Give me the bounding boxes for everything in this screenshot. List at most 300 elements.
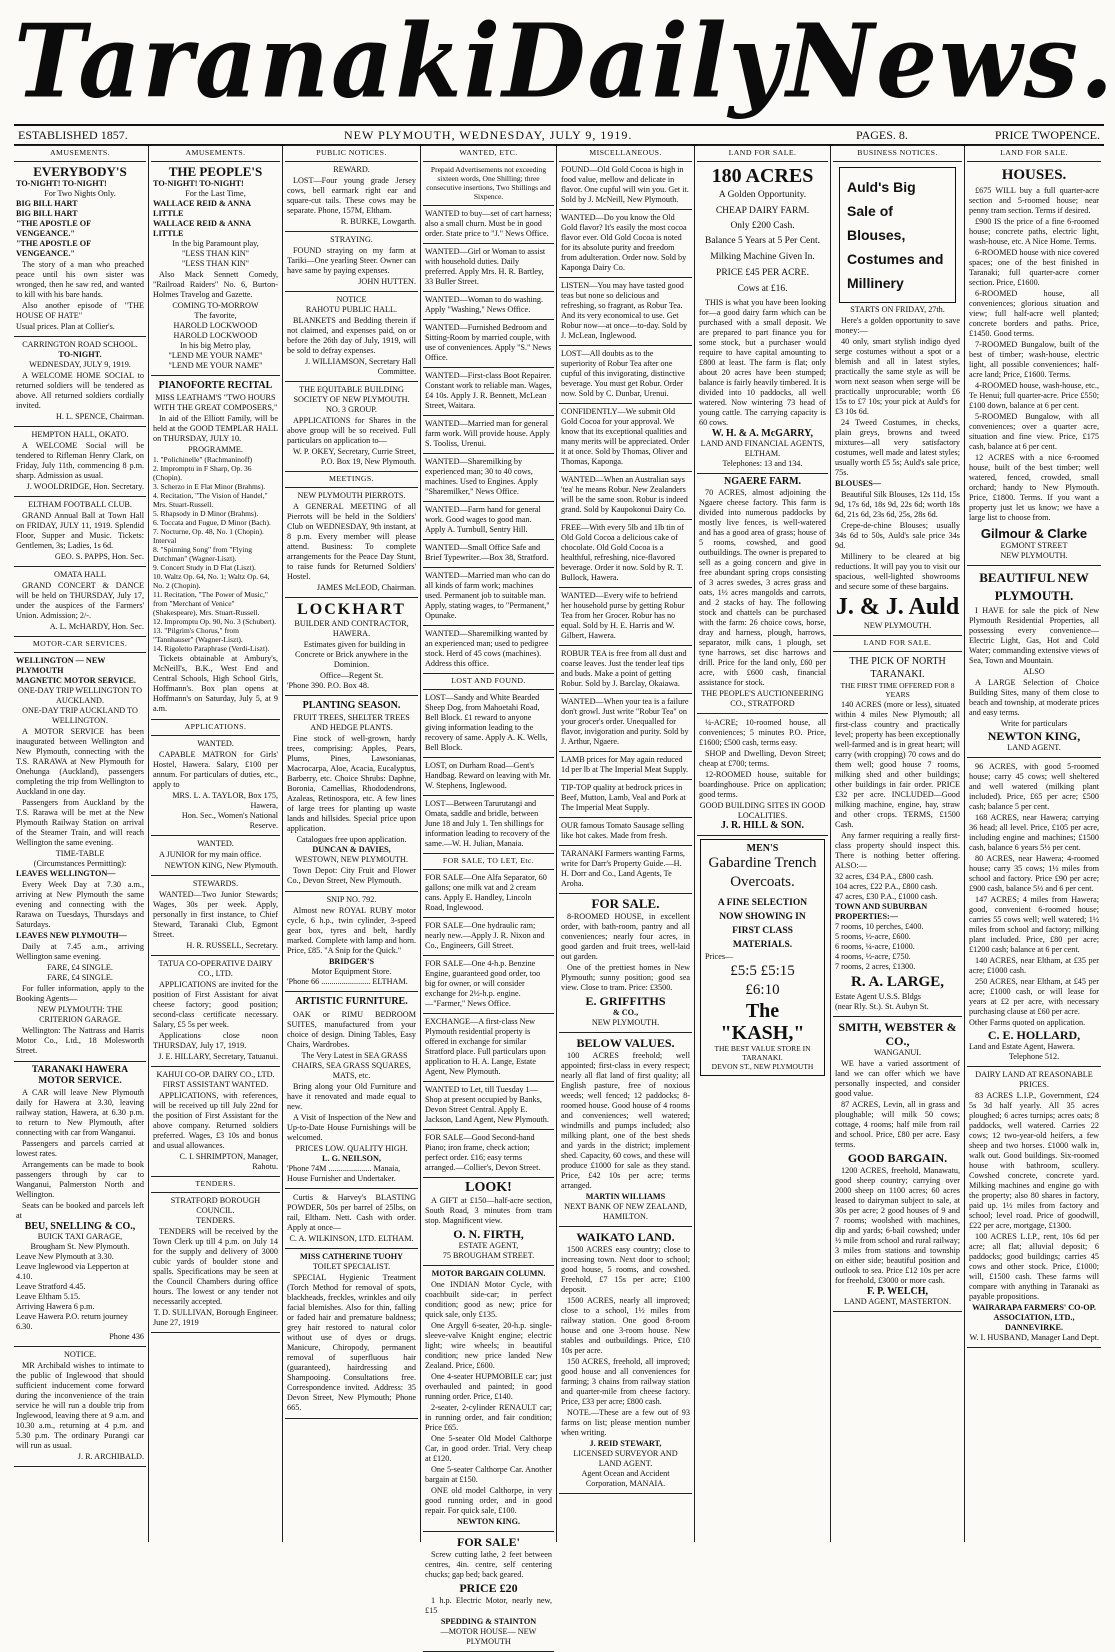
column-rule (148, 146, 149, 1542)
ad-title: WANTED. (197, 739, 234, 748)
house-item: 6-ROOMED house with nice covered spaces; one of the best finished in Taranaki; full quarter-acre corner section. Price, £1600. (969, 248, 1099, 287)
ad-line: LEAVES NEW PLYMOUTH— (16, 931, 127, 940)
classified-ad: WANTED—Married man who can do all kinds of farm work; machines used. Permanent job to suitable man. Apply, stating wages, to "Permanent," Opunake. (423, 568, 554, 626)
ad-body: 24 Tweed Costumes, in checks, plain greys, browns and tweed mixtures—all very satisfactory costumes, well made and latest styles; usually worth £5 5s; Auld's sale price, 75s. (835, 418, 960, 477)
ad-hollard (967, 758, 1101, 1067)
ad-line: BUILDER AND CONTRACTOR, HAWERA. (294, 619, 409, 638)
ad-stratford-tenders (151, 1193, 280, 1333)
ad-signature: A. L. McHARDY, Hon. Sec. (49, 622, 144, 631)
ad-signature: J. WOOLDRIDGE, Hon. Secretary. (26, 482, 144, 491)
ad-line: WALLACE REID & ANNA LITTLE (153, 199, 251, 218)
classified-ad: WANTED—Woman to do washing. Apply "Washing," News Office. (423, 292, 554, 320)
ad-body: A CAR will leave New Plymouth daily for Hawera at 3.30, leaving railway station, Hawera, at 6.30 p.m. to return to New Plymouth, after connecting with car from Wanganui. (16, 1088, 144, 1137)
ad-line: R. A. LARGE, (851, 974, 944, 990)
ad-body: Wellington: The Nattrass and Harris Motor Co., Ltd., 18 Molesworth Street. (16, 1026, 144, 1055)
ad-line: For Two Nights Only. (44, 189, 116, 198)
house-item: 12 ACRES with a nice 6-roomed house, built of the best timber; well watered, fenced, crowded, small orchard; handy to New Plymouth. Price, £1800. Terms. If you want a property just let us know; we have a large list to choose from. (969, 453, 1099, 522)
ad-line: BIG BILL HART (16, 199, 78, 208)
classified-ad: WANTED—Small Office Safe and Brief Typewriter.—Box 38, Stratford. (423, 540, 554, 568)
ad-body: Millinery to be cleared at big reductions. It will pay you to visit our spacious, well-lighted showrooms and secure some of these bargains. (835, 552, 960, 591)
ad-line: LEAVES WELLINGTON— (16, 869, 116, 878)
farm-item: 250 ACRES, near Eltham, at £45 per acre; £1000 cash, or will lease for years at £2 per acre, with necessary purchasing clause at £60 per acre. (969, 977, 1099, 1016)
ad-title: PIANOFORTE RECITAL (158, 380, 273, 391)
ad-matron (151, 736, 280, 836)
bargain-item: ONE old model Calthorpe, in very good running order, and in good repair. For quick sale, £100. (425, 1486, 552, 1515)
section-heading: PUBLIC NOTICES. (285, 145, 418, 162)
ad-body: Also Mack Sennett Comedy, "Railroad Raiders" No. 6, Burton-Holmes Travelog and Gazette. (153, 270, 278, 299)
ad-line: "LESS THAN KIN" (181, 259, 250, 268)
ad-line: WELLINGTON — NEW PLYMOUTH (16, 656, 106, 675)
ad-signature: NEWTON KING, New Plymouth. (164, 861, 278, 870)
ad-title: BELOW VALUES. (576, 1036, 675, 1050)
prepaid-note: Prepaid Advertisements not exceeding sixteen words, One Shilling; three consecutive insertions, Two Shillings and Sixpence. (423, 162, 554, 206)
property-item: 5 rooms, ½-acre, £600. (835, 932, 911, 941)
ad-line: MEN'S (746, 843, 779, 854)
ad-body: 83 ACRES L.I.P., Government, £24 5s 3d half yearly. All 35 acres ploughed; 6 acres turnips; acres oats; 8 paddocks, well watered. Carries 22 cows; 12 two-year-old heifers, a few sheep and two horses. £1000 walk in, walk out. Good buildings. Six-roomed house with bathroom, scullery. Cowshed concrete, concrete yard. Milking machines and engine go with the property; also 80 shares in factory, paid up. 1½ miles from factory and school; level road. Price of goodwill, £22 per acre, mortgage, £1300. (969, 1091, 1099, 1230)
ad-signature: J. R. ARCHIBALD. (77, 1452, 144, 1461)
ad-body: 12-ROOMED house, suitable for boardinghouse. Price on application; good terms. (699, 770, 826, 799)
column-rule (556, 146, 557, 1542)
ad-line: & CO., (612, 1008, 639, 1017)
ad-line: NEW PLYMOUTH. (1000, 551, 1068, 560)
ad-signature: Hon. Sec., Women's National Reserve. (181, 811, 278, 830)
ad-line: J. REID STEWART, (589, 1439, 662, 1448)
ad-body: Tickets obtainable at Ambury's, McNeill's, B.K., West End and Central Schools, High School Girls, Hoffmann's. Box plan opens at Hoffmann's on Saturday, July 5, at 9 a.m. (153, 654, 278, 713)
ad-archibald (14, 1347, 146, 1467)
ad-signature: J. WILLIAMSON, Secretary Hall Committee. (304, 357, 416, 376)
motor-bargain-list (425, 1280, 552, 1516)
ad-line: Prices— (705, 952, 734, 961)
ad-line: HAROLD LOCKWOOD (173, 321, 258, 330)
ad-beautiful-np (967, 566, 1101, 758)
programme-item: 14. Rigoletto Paraphrase (Verdi-Liszt). (153, 644, 270, 653)
ad-body: Screw cutting lathe, 2 feet between centres, 4in. centre, self centering chucks; gap bed; back geared. (425, 1550, 552, 1579)
ad-body: LOST—Four young grade Jersey cows, bell earmark right ear and square-cut tails. These cows may be separate. Phone, 157M, Eltham. (287, 176, 416, 215)
ad-body: Bring along your Old Furniture and have it renovated and made equal to new. (287, 1082, 416, 1111)
bargain-item: One Argyll 6-seater, 20-h.p. single-sleeve-valve Knight engine; electric light; wire wheels; in beautiful condition; new price landed New Zealand. Price, £600. (425, 1321, 552, 1370)
ad-line: TIME-TABLE (55, 849, 105, 858)
ad-line: LICENSED SURVEYOR AND LAND AGENT. (573, 1449, 678, 1468)
classified-ad: TIP-TOP quality at bedrock prices in Beef, Mutton, Lamb, Veal and Pork at The Imperial Meat Supply. (559, 780, 692, 818)
ad-line: E. GRIFFITHS (585, 994, 666, 1008)
ad-title: ELTHAM FOOTBALL CLUB. (28, 500, 132, 509)
ad-line: Milking Machine Given In. (710, 252, 815, 262)
classified-ad: FOR SALE—One Alfa Separator, 60 gallons; one milk vat and 2 cream cans. Apply E. Handley, Lincoln Road, Inglewood. (423, 870, 554, 918)
ad-title: NOTICE (336, 295, 367, 304)
ad-line: PRICE £45 PER ACRE. (716, 268, 809, 278)
ad-omata (14, 567, 146, 637)
classified-ad: TARANAKI Farmers wanting Farms, write for Darr's Property Guide.—H. H. Dorr and Co., Land Agents, Te Aroha. (559, 846, 692, 894)
ad-title: STRATFORD BOROUGH COUNCIL. (170, 1196, 261, 1215)
ad-line: TO-NIGHT! TO-NIGHT! (153, 179, 244, 188)
ad-line: BEU, SNELLING & CO., (24, 1221, 136, 1232)
ad-line: MISS LEATHAM'S "TWO HOURS WITH THE GREAT COMPOSERS," (153, 393, 278, 412)
masthead-word-3: News. (786, 2, 1115, 121)
bargain-item: One 5-seater Calthorpe Car. Another bargain at £150. (425, 1465, 552, 1484)
classified-ad: WANTED—Sharemilking wanted by an experienced man; used to pedigree stock. Herd of 45 cows (machines). Address this office. (423, 626, 554, 674)
ad-line: (near Rly. St.). St. Aubyn St. (835, 1002, 929, 1011)
ad-line: Usual prices. Plan at Collier's. (16, 322, 115, 331)
ad-line: RAHOTU PUBLIC HALL. (305, 305, 398, 314)
ad-line: TENDERS. (196, 1216, 235, 1225)
ad-signature: C. A. WILKINSON, LTD. ELTHAM. (289, 1234, 414, 1243)
ad-kash (700, 839, 825, 1076)
wanted-list (423, 206, 554, 674)
ad-line: L. G. NEILSON, (322, 1154, 381, 1163)
classified-ad: WANTED—Married man for general farm work. Will provide house. Apply S. Tooliss, Urenui. (423, 416, 554, 454)
bargain-item: One INDIAN Motor Cycle, with coachbuilt side-car; in perfect condition; good as new; price for quick sale, only £135. (425, 1280, 552, 1319)
classified-ad: WANTED—Girl or Woman to assist with household duties. Daily preferred. Apply Mrs. H. R. Bartley, 33 Buller Street. (423, 244, 554, 292)
ad-body: FOUND straying on my farm at Tariki—One yearling Steer. Owner can have same by paying expenses. (287, 246, 416, 275)
ad-lockhart (285, 598, 418, 696)
farms-list (969, 762, 1099, 1017)
ad-body: A GENERAL MEETING of all Pierrots will be held in the Soldiers' Club on WEDNESDAY, 9th instant, at 8 p.m. Every member will please attend. Business: To complete arrangements for the Peace Day Stunt, to raise funds for Returned Soldiers' Hostel. (287, 502, 416, 581)
ad-lathe (423, 1532, 554, 1652)
ad-title: EVERYBODY'S (33, 164, 127, 179)
ad-line: BUICK TAXI GARAGE, (37, 1232, 123, 1241)
ad-line: Motor Equipment Store. (311, 967, 392, 976)
ad-body: A LARGE Selection of Choice Building Sites, many of them close to beach and township, at moderate prices and easy terms. (969, 678, 1099, 717)
programme-item: 1. "Polichinelle" (Rachmaninoff) (153, 455, 253, 464)
ad-body: For fuller information, apply to the Booking Agents— (16, 984, 144, 1003)
ad-line: TO-NIGHT! TO-NIGHT! (16, 179, 107, 188)
classified-ad: FREE—With every 5lb and 1lb tin of Old Gold Cocoa a delicious cake of chocolate. Old Gold Cocoa is a healthful, refreshing, nice-flavored beverage. Order it now. Sold by R. T. Bullock, Hawera. (559, 520, 692, 588)
dateline (14, 124, 1104, 146)
ad-title: SMITH, WEBSTER & CO., (838, 1020, 957, 1048)
ad-line: DUNCAN & DAVIES, (312, 845, 391, 854)
ad-body: I HAVE for sale the pick of New Plymouth Residential Properties, all possessing every convenience—Electric Light, Gas, Hot and Cold Water; commanding extensive views of Sea, Town and Mountain. (969, 606, 1099, 665)
ad-tuohy (285, 1249, 418, 1419)
ad-body: A GIFT at £150—half-acre section, South Road, 3 minutes from tram stop. Magnificent view. (425, 1196, 552, 1225)
ad-line: £5:5 £5:15 (730, 963, 795, 979)
column-7 (833, 146, 962, 1542)
programme-item: 2. Impromptu in F Sharp, Op. 36 (Chopin). (153, 464, 252, 482)
column-rule (282, 146, 283, 1542)
ad-line: NEW PLYMOUTH: THE CRITERION GARAGE. (37, 1005, 123, 1024)
ad-line: 'Phone 66 ........................ ELTHAM. (287, 977, 408, 986)
farm-item: 96 ACRES, with good 5-roomed house; carry 45 cows; well sheltered and well watered (milking plant included). Price, £65 per acre; £500 cash; balance 5 per cent. (969, 762, 1099, 811)
ad-line: WAIRARAPA FARMERS' CO-OP. ASSOCIATION, LTD., DANNEVIRKE. (972, 1303, 1096, 1332)
ad-line: June 27, 1919 (153, 1318, 199, 1327)
ad-body: Curtis & Harvey's BLASTING POWDER, 50s per barrel of 25lbs, on rail, Eltham. Nett. Cash with order. Apply at once— (287, 1193, 416, 1232)
classified-ad: LOST—Sandy and White Bearded Sheep Dog, from Mahoetahi Road, Bell Block. £1 reward to anyone giving information leading to the recovery of same. Apply A. K. Wells, Bell Block. (423, 690, 554, 758)
ad-title: KAHUI CO-OP. DAIRY CO., LTD. (156, 1070, 275, 1079)
classified-ad: LOST—All doubts as to the superiority of Robur Tea after one cupful of this invigorating, distinctive beverage. You must get Robur. Order now. Sold by C. Dunbar, Urenui. (559, 346, 692, 404)
ad-title: REWARD. (333, 165, 370, 174)
ad-title: THE PICK OF NORTH TARANAKI. (849, 656, 946, 680)
ad-body: Beautiful Silk Blouses, 12s 11d, 15s 9d, 17s 6d, 18s 9d, 22s 6d; worth 18s 6d, 21s 6d, 23s 6d, 25s, 28s 6d. (835, 490, 960, 519)
ad-signature: J. E. HILLARY, Secretary, Tatuanui. (158, 1052, 278, 1061)
section-heading: MEETINGS. (285, 471, 418, 488)
miscellaneous-list (559, 162, 692, 894)
ad-body: The Very Latest in SEA GRASS CHAIRS, SEA GRASS SQUARES, MATS, etc. (292, 1051, 411, 1080)
ad-title: MOTOR BARGAIN COLUMN. (431, 1269, 546, 1278)
ad-title: WAIKATO LAND. (576, 1230, 675, 1244)
bargain-item: One 4-seater HUPMOBILE car; just overhauled and painted; in good running order. Price, £140. (425, 1372, 552, 1401)
ad-line: "THE APOSTLE OF VENGEANCE." (16, 219, 91, 238)
ad-body: A WELCOME HOME SOCIAL to returned soldiers will be tendered as above. All returned soldiers cordially invited. (16, 371, 144, 410)
established-text: ESTABLISHED 1857. (18, 128, 128, 142)
ad-line: A FINE SELECTION NOW SHOWING IN FIRST CLASS MATERIALS. (717, 898, 808, 950)
classified-ad: LOST—Between Tarurutangi and Omata, saddle and bridle, between June 18 and July 1. Ten shillings for information leading to recovery of the same.—W. H. Julian, Manaia. (423, 796, 554, 854)
ad-line: NEW PLYMOUTH. (591, 1018, 660, 1027)
ad-equitable (285, 382, 418, 472)
ad-houses (967, 162, 1101, 566)
classified-ad: WANTED—Sharemilking by experienced man; 30 to 40 cows, machines. Used to Engines. Apply "Sharemilker," News Office. (423, 454, 554, 502)
ad-body: Town Depot: City Fruit and Flower Co., Devon Street, New Plymouth. (287, 866, 416, 885)
house-item: 6-ROOMED house, all conveniences; glorious situation and view; full half-acre well planted; concrete borders and paths. Price, £1450. Good terms. (969, 289, 1099, 338)
ad-body: WE have a varied assortment of land we can offer which we have personally inspected, and consider good value. (835, 1059, 960, 1098)
ad-line: TOILET SPECIALIST. (312, 1262, 391, 1271)
ad-line: In the big Paramount play, (172, 239, 259, 248)
column-8 (967, 146, 1101, 1542)
price-text: PRICE TWOPENCE. (994, 128, 1100, 142)
ad-carrington (14, 337, 146, 427)
ad-body: Crepe-de-chine Blouses; usually 34s 6d to 50s, Auld's sale price 34s 9d. (835, 521, 960, 550)
ad-eltham-football (14, 497, 146, 567)
ad-line: Other Farms quoted on application. (969, 1018, 1086, 1027)
section-heading: FOR SALE, TO LET, Etc. (423, 853, 554, 870)
classified-ad: WANTED to buy—set of cart harness; also a small churn. Must be in good order. State price to "J." News Office. (423, 206, 554, 244)
ad-title: NGAERE FARM. (723, 476, 802, 487)
ad-body: GRAND Annual Ball at Town Hall on FRIDAY, JULY 11, 1919. Splendid Floor, Supper and Music. Tickets: Gentlemen, 3s; Ladies, 1s 6d. (16, 511, 144, 550)
classified-ad: CONFIDENTLY—We submit Old Gold Cocoa for your approval. We know that its exceptional qualities and many merits will be appreciated. Order it at once. Sold by Thomas, Oliver and Thomas, Kaponga. (559, 404, 692, 472)
property-item: 104 acres, £22 P.A., £800 cash. (835, 882, 938, 891)
ad-line: —MOTOR HOUSE— NEW PLYMOUTH (440, 1627, 537, 1646)
ad-line: MAGNETIC MOTOR SERVICE. (16, 676, 136, 685)
ad-title: MISS CATHERINE TUOHY (300, 1252, 403, 1261)
ad-title: LOCKHART (297, 601, 406, 618)
ad-title: PLANTING SEASON. (302, 700, 401, 711)
programme-item: 3. Scherzo in E Flat Minor (Brahms). (153, 482, 266, 491)
ad-kahui (151, 1067, 280, 1177)
pages-text: PAGES. 8. (856, 128, 908, 142)
houses-list (969, 186, 1099, 523)
ad-everybodys (14, 162, 146, 337)
ad-title: TARANAKI HAWERA MOTOR SERVICE. (31, 1065, 129, 1086)
ad-auld-sale (833, 162, 962, 636)
ad-line: LAND AGENT, MASTERTON. (843, 1297, 951, 1306)
ad-pianoforte (151, 376, 280, 720)
ad-signature: R. BURKE, Lowgarth. (340, 217, 416, 226)
ad-line: FRUIT TREES, SHELTER TREES AND HEDGE PLANTS. (293, 713, 410, 732)
farm-item: 80 ACRES, near Hawera; 4-roomed house; carry 35 cows; 1½ miles from school and factory. Price £90 per acre; £900 cash, balance 5½ and 6 per cent. (969, 854, 1099, 893)
ad-body: In aid of the Elliott Family, will be held at the GOOD TEMPLAR HALL on THURSDAY, JULY 10. (153, 414, 278, 443)
ad-title: LOOK! (465, 1180, 512, 1195)
ad-line: 'Phone 74M ..................... Manaia, House Furnisher and Undertaker. (287, 1164, 401, 1183)
ad-griffiths (559, 894, 692, 1033)
ad-line: Office—Regent St. (319, 671, 384, 680)
ad-body: Passengers and parcels carried at lowest rates. (16, 1139, 144, 1158)
ad-line: Arriving Hawera 6 p.m. (16, 1302, 95, 1311)
ad-body: 1500 ACRES easy country; close to increasing town. Next door to school; good house, 5 rooms, and cowshed. Freehold, £7 15s per acre; £100 deposit. (561, 1245, 690, 1294)
ad-artistic-furniture (285, 992, 418, 1189)
classified-ad: WANTED—Every wife to befriend her household purse by getting Robur Tea from her Grocer. Robur has no equal. Sold by H. E. Harris and W. Gilbert, Hawera. (559, 588, 692, 646)
ad-title: HEMPTON HALL, OKATO. (31, 430, 129, 439)
ad-title: BEAUTIFUL NEW PLYMOUTH. (979, 570, 1089, 603)
classified-ad: FOR SALE—One 4-h.p. Benzine Engine, guaranteed good order, too big for owner, or will consider exchange for 2½-h.p. engine.—"Farmer," News Office. (423, 956, 554, 1014)
ad-body: Applications close noon THURSDAY, July 17, 1919. (153, 1031, 278, 1050)
ad-line: £6:10 (745, 982, 780, 998)
ad-line: FARE, £4 SINGLE. (47, 973, 113, 982)
ad-body: THIS is what you have been looking for—a good dairy farm which can be purchased with a small deposit. We are prepared to part finance you for some stock, but a purchaser would require to have capital amounting to £800 at least. The farm is flat; only about 20 acres have been stumped; balance is fairly heavily timbered. It is divided into 10 paddocks, all well watered. Now wintering 73 head of young cattle. The carrying capacity is 60 cows. (699, 298, 826, 427)
ad-line: BIG BILL HART (16, 209, 78, 218)
ad-body: Also another episode of "THE HOUSE OF HATE" (16, 301, 144, 320)
ad-line: Only £200 Cash. (730, 221, 795, 231)
column-rule (964, 146, 965, 1542)
ad-title: NEW PLYMOUTH PIERROTS. (297, 491, 406, 500)
ad-line: Telephone 512. (1008, 1052, 1060, 1061)
classified-ad: ROBUR TEA is free from all dust and coarse leaves. Just the tender leaf tips and buds. Make a point of getting Robur. Sold by J. Barclay, Okaiawa. (559, 646, 692, 694)
ad-line: ALSO (1023, 667, 1045, 676)
ad-body: A JUNIOR for my main office. (159, 850, 262, 859)
ad-line: DEVON ST., NEW PLYMOUTH (711, 1062, 814, 1071)
ad-line: TO-NIGHT. (58, 350, 102, 359)
ad-body: SHOP and Dwelling, Devon Street; cheap at £700; terms. (699, 749, 826, 768)
masthead-word-1: Taranaki (14, 2, 503, 121)
ad-line: EGMONT STREET (1000, 541, 1068, 550)
ad-title: 180 ACRES (711, 165, 814, 187)
section-heading: TENDERS. (151, 1176, 280, 1193)
column-rule (830, 146, 831, 1542)
ad-tatua (151, 956, 280, 1067)
ad-line: Leave Eltham 5.15. (16, 1292, 81, 1301)
ad-body: 150 ACRES, freehold, all improved; good house and all conveniences for farming; 3 chains from railway station and quarter-mile from cheese factory. Price, £33 per acre; £800 cash. (561, 1357, 690, 1406)
town-property-list (835, 922, 960, 972)
ad-line: LAND AGENT. (1007, 743, 1061, 752)
ad-line: FARE, £4 SINGLE. (47, 963, 113, 972)
classified-ad: EXCHANGE—A first-class New Plymouth residential property is offered in exchange for similar Stratford place. Full particulars upon application to H. A. Lange, Estate Agent, New Plymouth. (423, 1014, 554, 1082)
ad-title: FOR SALE. (591, 896, 660, 911)
ad-line: Leave New Plymouth at 3.30. (16, 1252, 114, 1261)
ad-line: HAROLD LOCKWOOD (173, 331, 258, 340)
masthead (14, 2, 1115, 121)
place-date-text: NEW PLYMOUTH, WEDNESDAY, JULY 9, 1919. (344, 128, 633, 142)
programme-item: 4. Recitation, "The Vision of Handel," Mrs. Stuart-Russell. (153, 491, 268, 509)
ad-body: APPLICATIONS, with references, will be received up till July 22nd for the position of First Assistant for the above company. Returned soldiers preferred. Wages, £3 10s and bonus and usual allowances. (153, 1091, 278, 1150)
section-heading: LAND FOR SALE. (833, 635, 962, 652)
column-rule (694, 146, 695, 1542)
property-item: 32 acres, £34 P.A., £800 cash. (835, 872, 934, 881)
column-6 (697, 146, 828, 1542)
ad-line: NEWTON KING, (987, 729, 1081, 743)
ad-body: APPLICATIONS are invited for the position of First Assistant for aivat cheese factory; good position; second-class certificate necessary. Salary, £5 5s per week. (153, 980, 278, 1029)
ad-signature: JAMES McLEOD, Chairman. (316, 583, 416, 592)
section-heading: MISCELLANEOUS. (559, 145, 692, 162)
ad-body: TENDERS will be received by the Town Clerk up till 4 p.m. on July 14 for the supply and delivery of 3000 cubic yards of boulder stone and spalls. Specifications may be seen at the Council Chambers during office hours. The lowest or any tender not necessarily accepted. (153, 1227, 278, 1306)
ad-line: ESTATE AGENT, (458, 1241, 519, 1250)
ad-taranaki-hawera-motor (14, 1062, 146, 1347)
ad-stewards (151, 876, 280, 956)
classified-ad: WANTED—Furnished Bedroom and Sitting-Room by married couple, with use of conveniences. Apply "S." News Office. (423, 320, 554, 368)
ad-body: ¼-ACRE; 10-roomed house, all conveniences; 5 minutes P.O. Price, £1600; £500 cash, terms easy. (699, 718, 826, 747)
ad-line: ONE-DAY TRIP AUCKLAND TO WELLINGTON. (22, 706, 138, 725)
ad-line: The "KASH," (720, 1000, 805, 1044)
ad-signature: W. I. HUSBAND, Manager Land Dept. (969, 1333, 1099, 1342)
programme-item: 8. "Spinning Song" from "Flying Dutchman" (Wagner-Liszt). (153, 545, 252, 563)
programme-item: 10. Waltz Op. 64, No. 1; Waltz Op. 64, No. 2 (Chopin). (153, 572, 270, 590)
ad-180-acres (697, 162, 828, 474)
ad-line: Telephones: 13 and 134. (722, 459, 803, 468)
ad-hill (697, 714, 828, 836)
ad-magnetic-motor (14, 653, 146, 1062)
farm-item: 147 ACRES; 4 miles from Hawera; good, convenient 6-roomed house; carries 55 cows well; well watered; 1½ miles from school and factory; milking plant included. Price, £80 per acre; £1200 cash; balance at 6 per cent. (969, 895, 1099, 954)
ad-line: A Golden Opportunity. (718, 190, 807, 200)
ad-line: BRIDGER'S (328, 957, 375, 966)
classified-ad: FOR SALE—Good Second-hand Piano; iron frame, check action; perfect order. £16; easy terms arranged.—Collier's, Devon Street. (423, 1130, 554, 1178)
ad-line: BLOUSES— (835, 479, 881, 488)
ad-body: A Visit of Inspection of the New and Up-to-Date House Furnishings will be welcomed. (287, 1113, 416, 1142)
ad-line: THE FIRST TIME OFFERED FOR 8 YEARS (840, 681, 955, 699)
ad-body: Any farmer requiring a really first-class property should inspect this. There is nothing better offering. ALSO:— (835, 831, 960, 870)
column-rule (420, 146, 421, 1542)
ad-look (423, 1178, 554, 1266)
ad-body: 1 h.p. Electric Motor, nearly new, £15 (425, 1596, 552, 1615)
property-item: 47 acres, £30 P.A., £1000 cash. (835, 892, 938, 901)
ad-title: WANTED. (197, 839, 234, 848)
ad-line: WEDNESDAY, JULY 9, 1919. (29, 360, 131, 369)
ad-reward (285, 162, 418, 232)
ad-title: STRAYING. (330, 235, 373, 244)
ad-line: MARTIN WILLIAMS (585, 1192, 666, 1201)
ad-line: W. H. & A. McGARRY, (711, 428, 814, 439)
classified-ad: OUR famous Tomato Sausage selling like hot cakes. Made from fresh. (559, 818, 692, 846)
ad-body: A WELCOME Social will be tendered to Rifleman Henry Clark, on Friday, July 11th, commencing 8 p.m. sharp. Admission as usual. (16, 441, 144, 480)
ad-line: PRICES LOW. QUALITY HIGH. (295, 1144, 408, 1153)
ad-body: 140 ACRES (more or less), situated within 4 miles New Plymouth; all first-class country and practically level; property has been exceptionally well-farmed and is in great heart; will carry (with cropping) 70 cows and do them well; good house 7 rooms, milking shed and other buildings; other buildings in fair order. PRICE £32 per acre. INCLUDED—Good milking machine, engine, hay, straw and other crops. TERMS, £1500 Cash. (835, 700, 960, 829)
ad-body: Passengers from Auckland by the T.S. Rarawa will be met at the New Plymouth Railway Station on arrival of the Steamer Train, and will reach Wellington the same evening. (16, 798, 144, 847)
classified-ad: FOR SALE—One hydraulic ram; nearly new.—Apply J. R. Nixon and Co., Engineers, Gill Street. (423, 918, 554, 956)
ad-line: Cows at £16. (737, 284, 788, 294)
ad-line: "LEND ME YOUR NAME" (168, 361, 263, 370)
ad-line: (Circumstances Permitting): (33, 859, 127, 868)
ad-line: COMING TO-MORROW (172, 301, 259, 310)
programme-item: 12. Impromptu Op. 90, No. 3 (Schubert). (153, 617, 277, 626)
ad-line: Phone 436 (109, 1332, 144, 1341)
ad-line: Balance 5 Years at 5 Per Cent. (704, 236, 821, 246)
programme-item: 11. Recitation, "The Power of Music," from "Merchant of Venice" (Shakespeare), Mrs. Stuart-Russell. (153, 590, 268, 617)
ad-line: Land and Estate Agent, Hawera. (969, 1042, 1075, 1051)
ad-signature: JOHN HUTTEN. (358, 277, 416, 286)
ad-body: Fine stock of well-grown, hardy trees, comprising: Apples, Pears, Plums, Pines, Lawsonianas, Macrocarpa, Aloe, Acacia, Eucalyptus, Barberry, etc. Choice Shrubs: Daphne, Boronia, Camellias, Rhododendrons, Azaleas, Retinospora, etc. A few lines of large trees for planting up waste lands and hillsides. Special price upon application. (287, 734, 416, 833)
column-5 (559, 146, 692, 1542)
section-heading: APPLICATIONS. (151, 719, 280, 736)
ad-body: Arrangements can be made to book passengers through by car to Wanganui, Palmerston North and Wellington. (16, 1160, 144, 1199)
ad-line: Catalogues free upon application. (296, 835, 407, 844)
ad-motor-bargain (423, 1266, 554, 1532)
ad-hempton (14, 427, 146, 497)
programme-item: 13. "Pilgrim's Chorus," from "Tannhauser" (Wagner-Liszt). (153, 626, 243, 644)
section-heading: WANTED, ETC. (423, 145, 554, 162)
section-heading: AMUSEMENTS. (151, 145, 280, 162)
ad-line: LAND AND FINANCIAL AGENTS, ELTHAM. (700, 439, 825, 458)
ad-body: GRAND CONCERT & DANCE will be held on THURSDAY, July 17, under the auspices of the Farmers' Union. Admission; 2/-. (16, 581, 144, 620)
ad-line: Gilmour & Clarke (980, 526, 1088, 541)
ad-body: OAK or RIMU BEDROOM SUITES, manufactured from your choice of design. Dining Tables, Easy Chairs, Wardrobes. (287, 1010, 416, 1049)
ad-line: PRICE £20 (459, 1581, 518, 1595)
ad-signature: MRS. L. A. TAYLOR, Box 175, Hawera, (172, 791, 278, 810)
ad-body: 1200 ACRES, freehold, Manawatu, good sheep country; carrying over 2000 sheep on 1100 acres; 60 acres leased to dairyman subject to sale, at 30s per acre; 2 good houses of 9 and 7 rooms; woolshed with machines, dip and yards; 6-bail cowshed; under ½ mile from school and rural railway; 3 miles from stations and township on either side; beautiful position and outlook to sea. Price £12 10s per acre for freehold, £3000 or more cash. (835, 1166, 960, 1285)
ad-signature: T. D. SULLIVAN, Borough Engineer. (153, 1308, 278, 1317)
house-item: 5-ROOMED Bungalow, with all conveniences; over a quarter acre, situation and fine view. Price, £175 cash, balance at 6 per cent. (969, 412, 1099, 451)
ad-body: BLANKETS and Bedding therein if not claimed, and expenses paid, on or before the 26th day of July, 1919, will be sold to defray expenses. (287, 316, 416, 355)
ad-line: SPEDDING & STAINTON (440, 1617, 537, 1626)
ad-straying (285, 232, 418, 292)
property-item: 7 rooms, 10 perches, £400. (835, 922, 924, 931)
classified-ad: WANTED—First-class Boot Repairer. Constant work to reliable man. Wages, £4 10s. Apply J. R. Bennett, McLean Street, Waitara. (423, 368, 554, 416)
ad-signature: W. P. OKEY, Secretary, Currie Street, P.O. Box 19, New Plymouth. (292, 447, 416, 466)
programme-list (153, 455, 278, 653)
